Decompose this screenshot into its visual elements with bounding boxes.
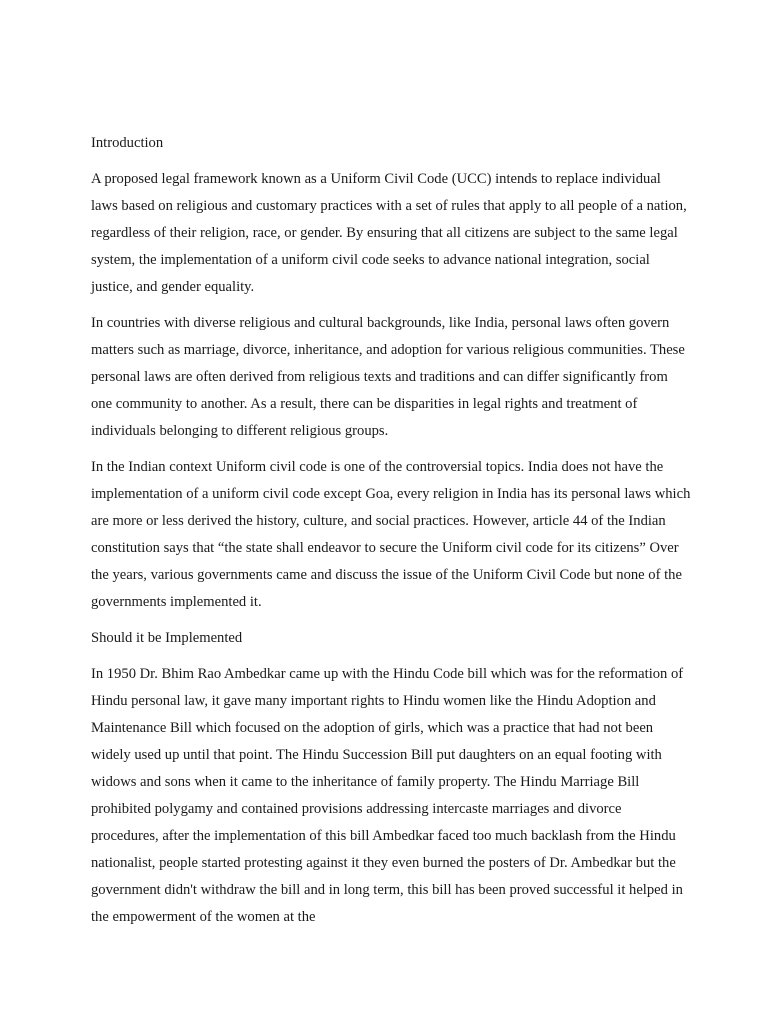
paragraph-hindu-code-bill: In 1950 Dr. Bhim Rao Ambedkar came up with the Hindu Code bill which was for the reformation of Hindu personal law, it gave many important rights to Hindu women like the Hindu Adoption and Maintenance Bill which focused on the adoption of girls, which was a practice that had not been widely used up until that point. The Hindu Succession Bill put daughters on an equal footing with widows and sons when it came to the inheritance of family property. The Hindu Marriage Bill prohibited polygamy and contained provisions addressing intercaste marriages and divorce procedures, after the implementation of this bill Ambedkar faced too much backlash from the Hindu nationalist, people started protesting against it they even burned the posters of Dr. Ambedkar but the government didn't withdraw the bill and in long term, this bill has been proved successful it helped in the empowerment of the women at the [91, 666, 684, 925]
document-body [91, 130, 691, 940]
introduction-heading: Introduction [91, 135, 164, 151]
should-it-be-implemented-heading: Should it be Implemented [91, 630, 243, 646]
paragraph-ucc-definition: A proposed legal framework known as a Uniform Civil Code (UCC) intends to replace individual laws based on religious and customary practices with a set of rules that apply to all people of a nation, regardless of their religion, race, or gender. By ensuring that all citizens are subject to the same legal system, the implementation of a uniform civil code seeks to advance national integration, social justice, and gender equality. [91, 171, 687, 295]
paragraph-personal-laws: In countries with diverse religious and cultural backgrounds, like India, personal laws often govern matters such as marriage, divorce, inheritance, and adoption for various religious communities. These personal laws are often derived from religious texts and traditions and can differ significantly from one community to another. As a result, there can be disparities in legal rights and treatment of individuals belonging to different religious groups. [91, 315, 685, 439]
paragraph-indian-context: In the Indian context Uniform civil code is one of the controversial topics. India does not have the implementation of a uniform civil code except Goa, every religion in India has its personal laws which are more or less derived the history, culture, and social practices. However, article 44 of the Indian constitution says that “the state shall endeavor to secure the Uniform civil code for its citizens” Over the years, various governments came and discuss the issue of the Uniform Civil Code but none of the governments implemented it. [91, 459, 691, 610]
